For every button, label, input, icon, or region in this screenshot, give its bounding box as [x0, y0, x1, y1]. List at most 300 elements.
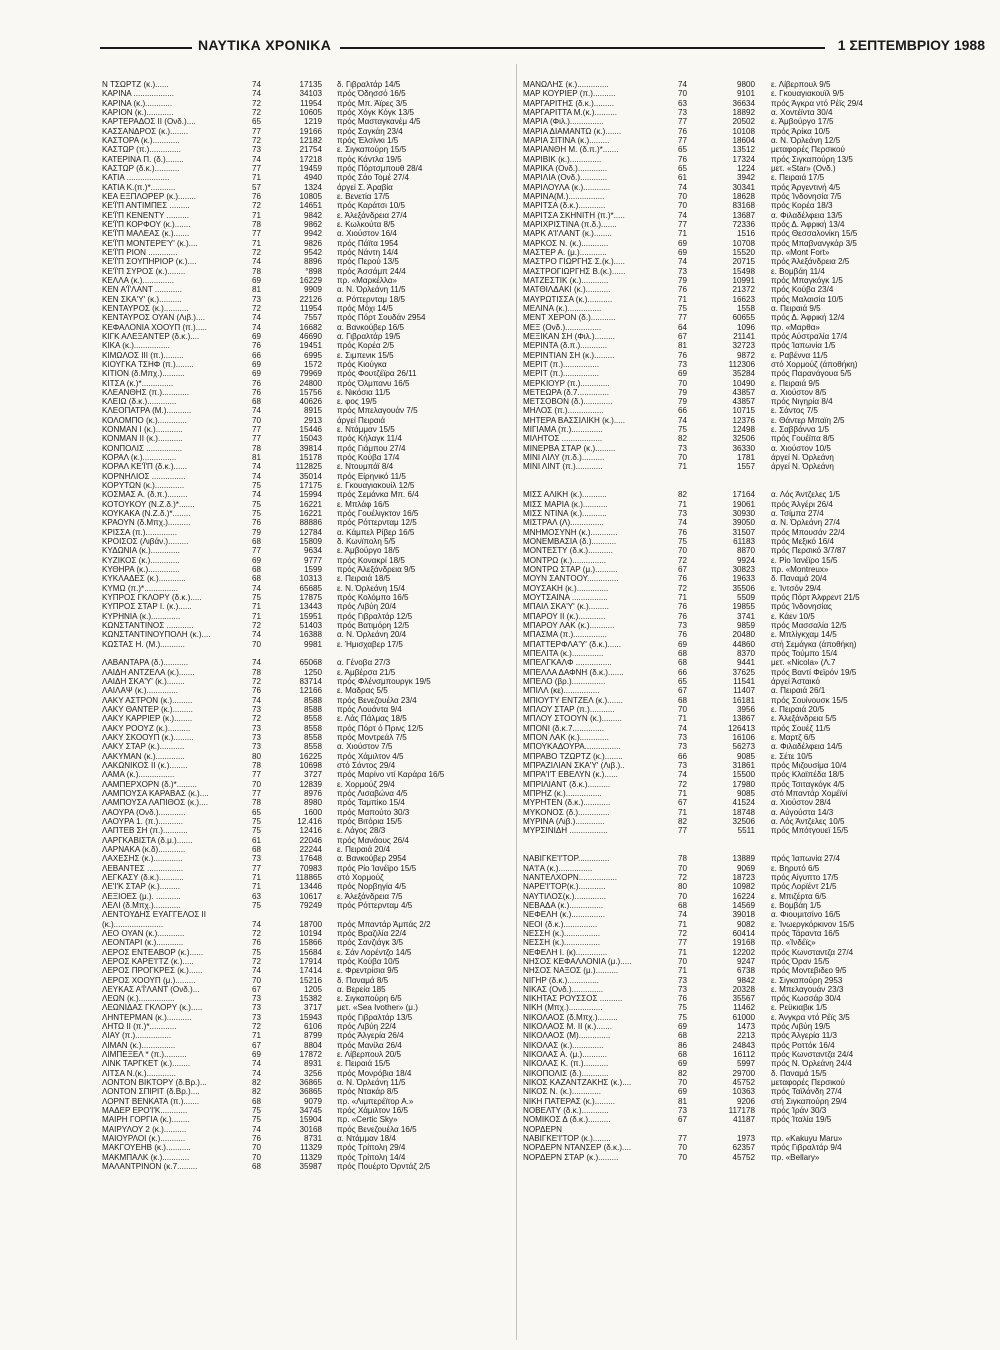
ship-name: ΚΑΣΤΩΡ (δ.κ.)...........: [102, 163, 180, 173]
built-year: 74: [252, 1124, 262, 1134]
built-year: 68: [252, 537, 262, 547]
tonnage: 1324: [303, 182, 322, 192]
position: ε. Βηρυτό 6/5: [771, 863, 820, 873]
ship-name: ΜΠΕΛΓΚΑΛΦ ................: [523, 658, 612, 668]
ship-name: ΜΑΡΚΟΣ Ν. (κ.)............: [523, 238, 609, 248]
tonnage: 32506: [732, 434, 755, 444]
ship-name: ΜΑΡΚ Α'Ι'ΛΑΝΤ (κ.)........: [523, 229, 612, 239]
ship-name: ΜΠΙΛΛ (κε)................: [523, 686, 600, 696]
tonnage: 45752: [732, 1078, 755, 1088]
table-row: [102, 1097, 510, 1106]
built-year: 73: [678, 509, 688, 519]
ship-name: ΜΗΤΕΡΑ ΒΑΣΣΙΛΙΚΗ (κ.).....: [523, 415, 626, 425]
built-year: 86: [678, 1040, 688, 1050]
tonnage: 16224: [732, 891, 755, 901]
ship-name: ΝΟΒΕΛΤΥ (δ.κ.)............: [523, 1106, 609, 1116]
table-row: [102, 1078, 510, 1087]
built-year: 61: [678, 173, 688, 183]
table-row: [523, 789, 965, 798]
table-row: [102, 976, 510, 985]
position: ε. Άλεξάνδρεια 27/4: [337, 210, 408, 220]
position: πρός Ίνδονησίας: [771, 602, 832, 612]
position: ε. Πειραιά 9/5: [771, 378, 820, 388]
table-row: [523, 229, 965, 238]
position: ε. Πειραιά 18/5: [337, 574, 391, 584]
built-year: 75: [252, 900, 262, 910]
table-row: [523, 1097, 965, 1106]
position: πρός Κωνσταντζα 24/4: [771, 1050, 854, 1060]
built-year: 70: [678, 1152, 688, 1162]
built-year: 66: [678, 667, 688, 677]
position: πρός Όδησσό 16/5: [337, 89, 406, 99]
built-year: 70: [252, 639, 262, 649]
table-row: [102, 929, 510, 938]
ship-name: ΚΛΕΟΠΑΤΡΑ (Μ.)...........: [102, 406, 192, 416]
table-row: [102, 920, 510, 929]
section-gap: [102, 649, 510, 658]
position: α. Γένοβα 27/3: [337, 658, 391, 668]
tonnage: 32506: [732, 816, 755, 826]
built-year: 74: [678, 415, 688, 425]
tonnage: 16181: [732, 695, 755, 705]
ship-name: ΚΛΕΑΝΘΗΣ (π.)............: [102, 387, 190, 397]
ship-name: ΚΥΚΛΑΔΕΣ (κ.)............: [102, 574, 186, 584]
built-year: 69: [252, 275, 262, 285]
tonnage: 36865: [299, 1078, 322, 1088]
built-year: 76: [678, 154, 688, 164]
publication-title: ΝΑΥΤΙΚΑ ΧΡΟΝΙΚΑ: [198, 37, 332, 53]
tonnage: 17872: [299, 1050, 322, 1060]
table-row: [523, 518, 965, 527]
position: πρ. «Mont Fort»: [771, 247, 830, 257]
ship-name: ΛΑΚΥ ΑΣΤΡΟΝ (κ.).........: [102, 695, 193, 705]
position: πρός Άσσάμπ 24/4: [337, 266, 406, 276]
tonnage: 5997: [736, 1059, 755, 1069]
built-year: 69: [252, 1050, 262, 1060]
built-year: 73: [678, 732, 688, 742]
table-row: [523, 724, 965, 733]
position: ε. Σέτε 10/5: [771, 751, 813, 761]
tonnage: 12784: [299, 527, 322, 537]
table-row: [523, 276, 965, 285]
table-row: [523, 696, 965, 705]
tonnage: 30823: [732, 565, 755, 575]
position: στό Χορμούζ (άποθήκη): [771, 359, 858, 369]
position: πρός Γιβραλτάρ 9/4: [771, 1143, 842, 1153]
ship-name: ΝΙΚΗΤΑΣ ΡΟΥΣΣΟΣ ..........: [523, 994, 623, 1004]
ship-name: ΜΑΡ ΚΟΥΡΙΕΡ (π.)..........: [523, 89, 616, 99]
ship-name: ΜΑΤΘΙΛΔΑΚΙ (κ.)...........: [523, 285, 611, 295]
ship-list-left-column: [102, 80, 510, 1171]
table-row: [102, 1022, 510, 1031]
ship-name: Ν ΤΣΩΡΤΖ (κ.)......: [102, 80, 169, 89]
built-year: 76: [252, 191, 262, 201]
ship-name: ΜΠΡΑΒΟ ΤΖΩΡΤΖ (κ.)........: [523, 751, 623, 761]
position: πρ. «Montreux»: [771, 565, 829, 575]
tonnage: 1558: [736, 303, 755, 313]
position: ε. Μαδρας 5/5: [337, 686, 388, 696]
position: πρός Λισαβώνα 4/5: [337, 788, 408, 798]
ship-name: ΜΠΑΡΟΥ ΛΑΚ (κ.)...........: [523, 621, 615, 631]
tonnage: 15216: [299, 975, 322, 985]
built-year: 73: [252, 1012, 262, 1022]
tonnage: 1599: [303, 565, 322, 575]
built-year: 71: [678, 947, 688, 957]
table-row: [102, 518, 510, 527]
table-row: [523, 379, 965, 388]
ship-name: ΚΥΖΙΚΟΣ (κ.).............: [102, 555, 180, 565]
table-row: [523, 323, 965, 332]
position: πρός Άλγέρι 26/4: [771, 499, 833, 509]
position: ε. Πειραιά 15/5: [337, 1059, 391, 1069]
built-year: 77: [252, 863, 262, 873]
position: πρός Τσιταγκόγκ 4/5: [771, 779, 845, 789]
table-row: [523, 1153, 965, 1162]
table-row: [523, 351, 965, 360]
built-year: 77: [252, 126, 262, 136]
built-year: 73: [252, 742, 262, 752]
built-year: 80: [252, 751, 262, 761]
position: πρός Τάραντα 16/5: [771, 928, 840, 938]
table-row: [102, 1087, 510, 1096]
ship-name: ΚΕ'Ϊ'Π ΚΟΡΦΟΥ (κ.).......: [102, 219, 191, 229]
position: πρός Σανζιάγκ 3/5: [337, 938, 404, 948]
ship-name: ΛΕΒΑΝΤΕΣ ................: [102, 863, 184, 873]
tonnage: 16221: [299, 509, 322, 519]
position: α. Χιούστον 28/4: [771, 798, 831, 808]
ship-name: ΜΠΟΥΚΑΔΟΥΡΑ................: [523, 742, 621, 752]
tonnage: 24800: [299, 378, 322, 388]
table-row: [523, 89, 965, 98]
table-row: [102, 1162, 510, 1171]
table-row: [102, 127, 510, 136]
masthead-rule-middle: [340, 47, 825, 49]
position: πρός Βιτόρια 15/5: [337, 816, 402, 826]
position: ε. Ρεϋκιαβικ 1/5: [771, 1003, 828, 1013]
tonnage: 6995: [303, 350, 322, 360]
ship-name: ΜΑΔΕΡ ΕΡΟ'Ι'Κ............: [102, 1106, 188, 1116]
built-year: 70: [678, 956, 688, 966]
table-row: [102, 1003, 510, 1012]
ship-name: ΛΕΡΟΣ ΚΑΡΕ'Ι'ΤΖ (κ.).....: [102, 956, 194, 966]
table-row: [523, 948, 965, 957]
tonnage: 4940: [303, 173, 322, 183]
ship-name: ΝΕΦΕΛΗ (κ.)...............: [523, 910, 606, 920]
ship-name: (κ.)......................: [102, 919, 164, 929]
table-row: [102, 1041, 510, 1050]
built-year: 71: [678, 966, 688, 976]
tonnage: 36634: [732, 98, 755, 108]
built-year: 82: [252, 1078, 262, 1088]
tonnage: 8870: [736, 546, 755, 556]
tonnage: 45752: [732, 1152, 755, 1162]
table-row: [102, 416, 510, 425]
tonnage: 15382: [299, 994, 322, 1004]
ship-name: ΜΑΡΙΛΙΑ (Ονδ.)............: [523, 173, 608, 183]
tonnage: 1781: [736, 453, 755, 463]
table-row: [102, 1143, 510, 1152]
position: δ. Κωνϊπολη 5/5: [337, 537, 396, 547]
position: στό Σάντος 29/4: [337, 760, 396, 770]
ship-name: ΜΑΡΙΤΣΑ (δ.κ.)............: [523, 201, 606, 211]
table-row: [102, 1050, 510, 1059]
built-year: 74: [678, 910, 688, 920]
ship-name: ΜΗΛΟΣ (π.)................: [523, 406, 604, 416]
ship-name: ΜΕΝΤ ΧΕΡΟΝ (δ.)...........: [523, 313, 616, 323]
built-year: 77: [678, 938, 688, 948]
table-row: [523, 994, 965, 1003]
built-year: 63: [252, 891, 262, 901]
position: πρός Μπ. Άϊρες 3/5: [337, 98, 408, 108]
built-year: 73: [252, 732, 262, 742]
position: άργεί Ν. Όρλεάνη: [771, 462, 834, 472]
tonnage: 19451: [299, 341, 322, 351]
tonnage: 12182: [299, 135, 322, 145]
ship-name: ΛΑΙΔΗ ΣΚΑ'Υ' (κ.)........: [102, 677, 185, 686]
table-row: [102, 528, 510, 537]
ship-name: ΜΑΚΜΠΑΛΚ (κ.)............: [102, 1152, 190, 1162]
tonnage: 15684: [299, 947, 322, 957]
table-row: [102, 229, 510, 238]
tonnage: 1572: [303, 359, 322, 369]
built-year: 74: [678, 210, 688, 220]
ship-name: ΚΑΣΤΩΡ (π.)..............: [102, 145, 181, 155]
tonnage: 20715: [732, 257, 755, 267]
built-year: 65: [252, 807, 262, 817]
ship-name: ΜΕΡΙΤ (π.)................: [523, 369, 600, 379]
table-row: [523, 742, 965, 751]
ship-name: ΜΠΛΟΥ ΣΤΑΡ (π.)...........: [523, 704, 615, 714]
ship-name: ΜΑΡΙΑΝΘΗ Μ. (δ.π.)*.......: [523, 145, 619, 155]
tonnage: 6106: [303, 1022, 322, 1032]
tonnage: 9085: [736, 788, 755, 798]
ship-name: ΚΩΣΤΑΣ Η. (Μ.)...........: [102, 639, 185, 649]
tonnage: 15994: [299, 490, 322, 500]
built-year: 75: [252, 481, 262, 491]
table-row: [102, 351, 510, 360]
tonnage: 65068: [299, 658, 322, 668]
built-year: 74: [252, 583, 262, 593]
tonnage: 11541: [733, 677, 755, 686]
tonnage: 15951: [299, 611, 322, 621]
tonnage: 10708: [732, 238, 755, 248]
tonnage: 6738: [736, 966, 755, 976]
ship-name: ΛΑΚΥ ΣΚΟΟΥΠ (κ.).........: [102, 732, 194, 742]
ship-name: ΜΑΡΙΒΙΚ (κ.)..............: [523, 154, 602, 164]
tonnage: 18700: [299, 919, 322, 929]
built-year: 72: [252, 1022, 262, 1032]
table-row: [523, 770, 965, 779]
tonnage: 9942: [303, 229, 322, 239]
built-year: 74: [678, 723, 688, 733]
position: πρός Λιβύη 19/5: [771, 1022, 831, 1032]
table-row: [102, 845, 510, 854]
position: ε. Βενετία 17/5: [337, 191, 390, 201]
tonnage: 13687: [732, 210, 755, 220]
position: πρός Ρόττερνταμ 4/5: [337, 900, 413, 910]
built-year: 78: [252, 760, 262, 770]
ship-name: ΜΑΥΡΩΤΙΣΣΑ (κ.)...........: [523, 294, 613, 304]
ship-name: ΜΥΡΙΝΑ (Λιβ.).............: [523, 816, 605, 826]
position: πρός Κούβα 23/4: [771, 285, 834, 295]
table-row: [523, 173, 965, 182]
ship-name: ΜΕΤΕΩΡΑ (δ.7..............: [523, 387, 609, 397]
position: πρός Πόρτ Σουδάν 2954: [337, 313, 426, 323]
tonnage: 13512: [732, 145, 755, 155]
built-year: 68: [678, 1031, 688, 1041]
table-row: [523, 1003, 965, 1012]
tonnage: 60655: [732, 313, 755, 323]
tonnage: 20328: [732, 984, 755, 994]
tonnage: 19061: [732, 499, 755, 509]
built-year: 75: [252, 1106, 262, 1116]
tonnage: 3956: [736, 704, 755, 714]
tonnage: 15809: [299, 537, 322, 547]
tonnage: 44860: [732, 639, 755, 649]
built-year: 74: [252, 1059, 262, 1069]
built-year: 74: [252, 471, 262, 481]
table-row: [102, 500, 510, 509]
position: μεταφορές Περσικού: [771, 145, 845, 155]
built-year: 77: [678, 117, 688, 127]
tonnage: 1205: [303, 984, 322, 994]
table-row: [523, 528, 965, 537]
table-row: [102, 481, 510, 490]
position: πρός Έλσίνκι 1/5: [337, 135, 399, 145]
ship-name: ΛΑΚΥ ΡΟΟΥΖ (κ.)..........: [102, 723, 191, 733]
tonnage: 8588: [303, 704, 322, 714]
position: ε. φος 19/5: [337, 397, 377, 407]
position: ε. Σαββάννα 1/5: [771, 425, 830, 435]
table-row: [523, 313, 965, 322]
position: α. Λός Άντζελες 10/5: [771, 816, 845, 826]
tonnage: 11954: [300, 98, 322, 108]
built-year: 67: [678, 686, 688, 696]
tonnage: 12202: [732, 947, 755, 957]
position: πρός Μασταγκανέμ 4/5: [337, 117, 421, 127]
table-row: [102, 789, 510, 798]
section-gap: [523, 472, 965, 481]
built-year: 67: [678, 331, 688, 341]
position: πρός Βατιμόρη 12/5: [337, 621, 410, 631]
position: πρός Μεξικό 16/4: [771, 537, 835, 547]
table-row: [523, 966, 965, 975]
ship-name: ΜΙΣΣ ΑΛΙΚΗ (κ.)...........: [523, 490, 607, 500]
built-year: 68: [252, 1162, 262, 1172]
ship-name: ΜΕΡΙΝΤΑ (δ.π.)............: [523, 341, 608, 351]
tonnage: 17914: [299, 956, 322, 966]
position: πρός Μαρίνο ντί Καράρα 16/5: [337, 770, 445, 780]
table-row: [523, 668, 965, 677]
tonnage: 118865: [295, 872, 322, 882]
table-row: [102, 313, 510, 322]
table-row: [523, 854, 965, 863]
table-row: [102, 957, 510, 966]
position: μετ. «Sea Ivother» (μ.): [337, 1003, 418, 1013]
tonnage: 10363: [732, 1087, 755, 1097]
ship-name: ΛΑΧΕΣΗΣ (κ.).............: [102, 854, 183, 864]
built-year: 77: [678, 219, 688, 229]
table-row: [102, 985, 510, 994]
table-row: [523, 164, 965, 173]
position: πρός Τρίπολη 14/4: [337, 1152, 406, 1162]
tonnage: 112825: [295, 462, 322, 472]
table-row: [102, 99, 510, 108]
table-row: [523, 1134, 965, 1143]
table-row: [102, 994, 510, 1003]
tonnage: 8896: [303, 257, 322, 267]
table-row: [102, 826, 510, 835]
ship-name: ΜΑΙΡΗ ΓΟΡΓΙΑ (κ.)........: [102, 1115, 190, 1125]
ship-name: ΚΑΣΤΟΡΑ (κ.)............: [102, 135, 180, 145]
built-year: 74: [252, 257, 262, 267]
built-year: 71: [678, 499, 688, 509]
built-year: 71: [678, 593, 688, 603]
ship-list-right-column: [523, 80, 965, 1162]
tonnage: 3942: [736, 173, 755, 183]
built-year: 78: [252, 443, 262, 453]
ship-name: ΜΑΡΓΑΡΙΤΗΣ (δ.κ.).........: [523, 98, 615, 108]
table-row: [523, 80, 965, 89]
ship-name: ΝΑ'Ι'Α (κ.)...............: [523, 863, 593, 873]
table-row: [102, 677, 510, 686]
table-row: [523, 155, 965, 164]
position: πρός Μασσαλία 12/5: [771, 621, 847, 631]
ship-name: ΜΑΡΙΑ (Φιλ.)...............: [523, 117, 604, 127]
position: ε. Λίβερπουλ 20/5: [337, 1050, 402, 1060]
built-year: 66: [678, 751, 688, 761]
built-year: 76: [678, 126, 688, 136]
position: ε. Άμβούργο 17/5: [771, 117, 834, 127]
ship-name: ΜΙΝΕΡΒΑ ΣΤΑΡ (κ.).........: [523, 443, 616, 453]
built-year: 72: [252, 956, 262, 966]
table-row: [523, 425, 965, 434]
tonnage: 24843: [732, 1040, 755, 1050]
table-row: [102, 556, 510, 565]
tonnage: 79249: [299, 900, 322, 910]
table-row: [523, 658, 965, 667]
position: ε. Πειραιά 17/5: [771, 173, 825, 183]
ship-name: ΜΑΙΡΥΛΟΥ 2 (κ.)..........: [102, 1124, 187, 1134]
table-row: [102, 1134, 510, 1143]
position: ε. Βομβάη 11/4: [771, 266, 825, 276]
tonnage: 19459: [299, 163, 322, 173]
tonnage: 1250: [303, 667, 322, 677]
built-year: 73: [252, 723, 262, 733]
ship-name: ΚΟΡΑΛ ΚΕ'Ϊ'Π (δ.κ.)......: [102, 462, 188, 472]
table-row: [102, 183, 510, 192]
table-row: [523, 397, 965, 406]
ship-name: ΜΑΝΩΛΗΣ (κ.)..............: [523, 80, 609, 89]
tonnage: 10313: [299, 574, 322, 584]
table-row: [523, 183, 965, 192]
built-year: 70: [252, 975, 262, 985]
ship-name: ΛΑΜΑ (κ.)................: [102, 770, 175, 780]
built-year: 77: [252, 546, 262, 556]
table-row: [102, 201, 510, 210]
ship-name: ΜΑΚΓΟΥΕΗΒ (κ.)...........: [102, 1143, 191, 1153]
tonnage: 8558: [303, 714, 322, 724]
tonnage: 9826: [303, 238, 322, 248]
issue-date: 1 ΣΕΠΤΕΜΒΡΙΟΥ 1988: [837, 37, 985, 53]
ship-name: ΚΕΝ Α'Ϊ'ΛΑΝΤ ............: [102, 285, 182, 295]
built-year: 74: [252, 154, 262, 164]
built-year: 71: [678, 294, 688, 304]
position: πρός Τούμπο 15/4: [771, 649, 838, 659]
table-row: [102, 1069, 510, 1078]
position: ε. Κωλκούτα 8/5: [337, 219, 395, 229]
ship-name: ΜΑΡΓΑΡΙΤΤΑ Μ.(κ.)..........: [523, 107, 617, 117]
